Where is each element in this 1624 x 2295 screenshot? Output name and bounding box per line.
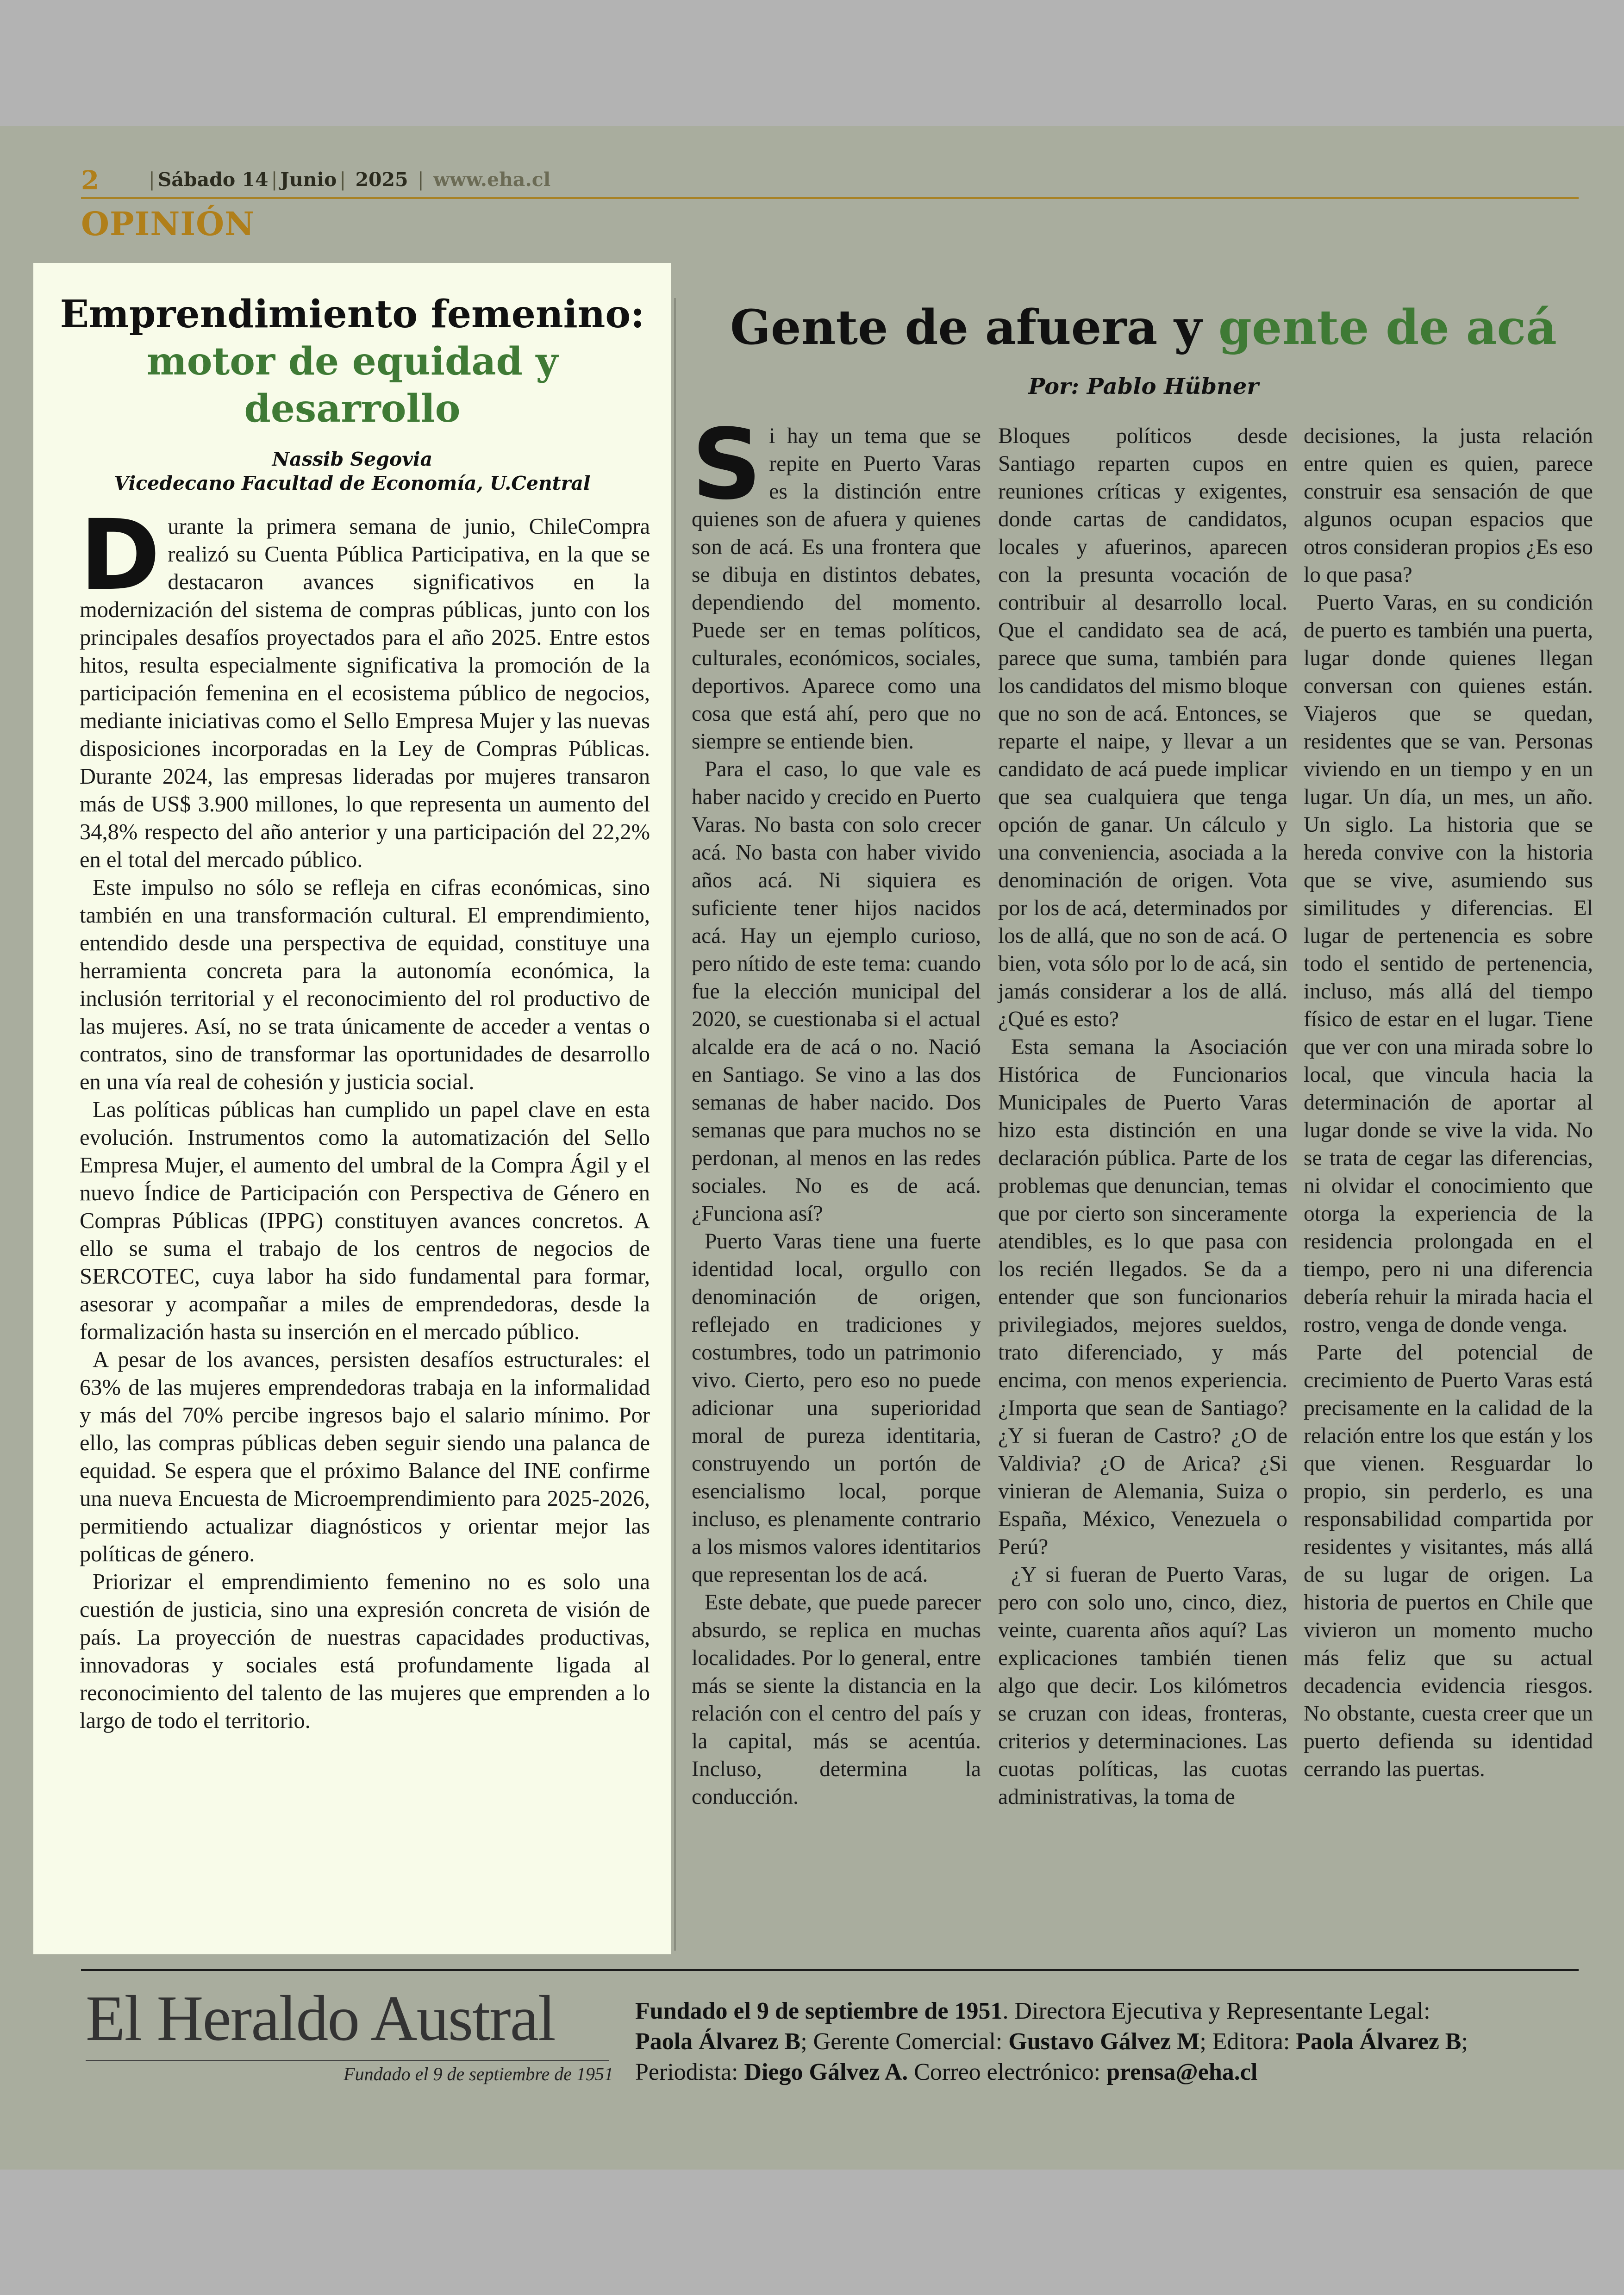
paragraph: Este debate, que puede parecer absurdo, se replica en muchas localidades. Por lo general, entre más se siente la distancia en la relación con el centro del país y la capital, más se acentúa. Incluso, determina la conducción. — [692, 1590, 981, 1809]
logo-text: El Heraldo Austral — [86, 1983, 555, 2054]
right-title-plain: Gente de afuera y — [730, 299, 1218, 355]
left-title-highlight: motor de equidad y desarrollo — [146, 339, 558, 431]
left-article — [33, 263, 671, 1954]
author-role: Vicedecano Facultad de Economía, U.Central — [114, 472, 591, 494]
dateline: | Sábado 14 | Junio | 2025 | www.eha.cl — [149, 168, 551, 191]
newspaper-page — [0, 126, 1624, 2170]
paragraph: Durante la primera semana de junio, ChileCompra realizó su Cuenta Pública Participativa, en la que se destacaron avances significativos en la modernización del sistema de compras públicas, junto con los principales desafíos proyectados para el año 2025. Entre estos hitos, resulta especialmente significativa la promoción de la participación femenina en el ecosistema público de negocios, mediante iniciativas como el Sello Empresa Mujer y las nuevas disposiciones incorporadas en la Ley de Compras Públicas. Durante 2024, las empresas lideradas por mujeres transaron más de US$ 3.900 millones, lo que representa un aumento del 34,8% respecto del año anterior y una participación del 22,2% en el total del mercado público. — [80, 499, 650, 872]
site-url[interactable]: www.eha.cl — [433, 168, 551, 191]
paragraph: Esta semana la Asociación Histórica de Funcionarios Municipales de Puerto Varas hizo esta distinción en una declaración pública. Parte de los problemas que denuncian, temas que por cierto son sinceramente atendibles, es lo que pasa con los recién llegados. Se da a entender que son funcionarios privilegiados, mejores sueldos, trato diferenciado, y más encima, con menos experiencia. ¿Importa que sean de Santiago? ¿Y si fueran de Castro? ¿O de Valdivia? ¿O de Arica? ¿Si vinieran de Alemania, Suiza o España, México, Venezuela o Perú? — [998, 1035, 1287, 1559]
drop-cap: S — [692, 408, 762, 521]
right-article-column-2 — [998, 422, 1287, 1811]
logo-subtitle: Fundado el 9 de septiembre de 1951 — [344, 2064, 613, 2084]
founded-date: Fundado el 9 de septiembre de 1951 — [635, 1998, 1003, 2024]
paragraph: Este impulso no sólo se refleja en cifras económicas, sino también en una transformación cultural. El emprendimiento, entendido desde una perspectiva de equidad, constituye una herramienta concreta para la autonomía económica, la inclusión territorial y el reconocimiento del rol productivo de las mujeres. Así, no se trata únicamente de acceder a ventas o contratos, sino de transformar las oportunidades de desarrollo en una vía real de cohesión y justicia social. — [80, 875, 650, 1094]
left-article-body — [80, 499, 650, 1735]
section-title: OPINIÓN — [81, 205, 255, 243]
date-year: 2025 — [355, 168, 408, 191]
editor-name: Paola Álvarez B — [1296, 2028, 1462, 2055]
left-article-author — [33, 447, 671, 495]
paragraph: Puerto Varas, en su condición de puerto es también una puerta, lugar donde quienes llegan conversan con quienes están. Viajeros que se quedan, residentes que se van. Personas viviendo en un tiempo y en un lugar. Un día, un mes, un año. Un siglo. La historia que se hereda convive con la historia que se vive, asumiendo sus similitudes y diferencias. El lugar de pertenencia es sobre todo el sentido de pertenencia, incluso, más allá del tiempo físico de estar en el lugar. Tiene que ver con una mirada sobre lo local, que vincula hacia la determinación de aportar al lugar donde se vive la vida. No se trata de cegar las diferencias, ni olvidar el conocimiento que otorga la experiencia de la residencia prolongada en el tiempo, pero ni una diferencia debería rehuir la mirada hacia el rostro, venga de donde venga. — [1304, 591, 1593, 1337]
drop-cap: D — [80, 499, 161, 612]
right-article-title — [681, 299, 1606, 355]
footer-rule — [81, 1969, 1579, 1971]
colophon: Fundado el 9 de septiembre de 1951. Directora Ejecutiva y Representante Legal: Paola Álvarez B; Gerente Comercial: Gustavo Gálvez M; Editora: Paola Álvarez B; Periodista: Diego Gálvez A. Correo electrónico: prensa@eha.cl — [635, 1998, 1468, 2085]
paragraph: A pesar de los avances, persisten desafíos estructurales: el 63% de las mujeres emprendedoras trabaja en la informalidad y más del 70% percibe ingresos bajo el salario mínimo. Por ello, las compras públicas deben seguir siendo una palanca de equidad. Se espera que el próximo Balance del INE confirme una nueva Encuesta de Microemprendimiento para 2025-2026, permitiendo actualizar diagnósticos y orientar mejor las políticas de género. — [80, 1347, 650, 1566]
column-divider — [674, 298, 676, 1951]
right-title-highlight: gente de acá — [1218, 299, 1557, 355]
page-number: 2 — [81, 165, 99, 196]
header-rule — [81, 197, 1579, 199]
paragraph: Las políticas públicas han cumplido un papel clave en esta evolución. Instrumentos como la automatización del Sello Empresa Mujer, el aumento del umbral de la Compra Ágil y el nuevo Índice de Participación con Perspectiva de Género en Compras Públicas (IPPG) constituyen avances concretos. A ello se suma el trabajo de los centros de negocios de SERCOTEC, cuya labor ha sido fundamental para formar, asesorar y acompañar a miles de emprendedoras, desde la formalización hasta su inserción en el mercado público. — [80, 1098, 650, 1344]
date-day: Sábado 14 — [157, 168, 269, 191]
paragraph: ¿Y si fueran de Puerto Varas, pero con solo uno, cinco, diez, veinte, cuarenta años aquí? Las explicaciones también tienen algo que decir. Los kilómetros se cruzan con ideas, fronteras, criterios y determinaciones. Las cuotas políticas, las cuotas administrativas, la toma de — [998, 1563, 1287, 1809]
paragraph: Puerto Varas tiene una fuerte identidad local, orgullo con denominación de origen, reflejado en tradiciones y costumbres, todo un patrimonio vivo. Cierto, pero eso no puede adicionar una superioridad moral de pureza identitaria, construyendo un portón de esencialismo local, porque incluso, es plenamente contrario a los mismos valores identitarios que representan los de acá. — [692, 1229, 981, 1587]
left-article-title — [33, 291, 671, 432]
newspaper-logo — [86, 1977, 613, 2084]
paragraph: Parte del potencial de crecimiento de Puerto Varas está precisamente en la calidad de la relación entre los que están y los que vienen. Resguardar lo propio, sin perderlo, es una responsabilidad compartida por residentes y visitantes, más allá de su lugar de origen. La historia de puertos en Chile que vivieron un momento mucho más feliz que su actual decadencia evidencia riesgos. No obstante, cuesta creer que un puerto defienda su identidad cerrando las puertas. — [1304, 1341, 1593, 1781]
paragraph: Si hay un tema que se repite en Puerto Varas es la distinción entre quienes son de afuera y quienes son de acá. Es una frontera que se dibuja en distintos debates, dependiendo del momento. Puede ser en temas políticos, culturales, económicos, sociales, deportivos. Aparece como una cosa que está ahí, pero que no siempre se entiende bien. — [692, 408, 981, 754]
paragraph: Priorizar el emprendimiento femenino no es solo una cuestión de justicia, sino una expresión concreta de visión de país. La proyección de nuestras capacidades productivas, innovadoras y sociales está profundamente ligada al reconocimiento del talento de las mujeres que emprenden a lo largo de todo el territorio. — [80, 1570, 650, 1733]
right-article-column-1 — [692, 408, 981, 1811]
paragraph: Bloques políticos desde Santiago reparten cupos en reuniones críticas y exigentes, donde cartas de candidatos, locales y afuerinos, aparecen con la presunta vocación de contribuir al desarrollo local. Que el candidato sea de acá, parece que suma, también para los candidatos del mismo bloque que no son de acá. Entonces, se reparte el naipe, y llevar a un candidato de acá puede implicar que sea cualquiera que tenga opción de ganar. Un cálculo y una conveniencia, asociada a la denominación de origen. Vota por los de acá, determinados por los de allá, que no son de acá. O bien, vota sólo por lo de acá, sin jamás considerar a los de allá. ¿Qué es esto? — [998, 424, 1287, 1031]
contact-email[interactable]: prensa@eha.cl — [1106, 2059, 1258, 2085]
commercial-name: Gustavo Gálvez M — [1008, 2028, 1200, 2055]
right-article-column-3 — [1304, 422, 1593, 1783]
left-title-plain: Emprendimiento femenino: — [60, 292, 645, 337]
right-article-byline: Por: Pablo Hübner — [1028, 374, 1259, 399]
logo-underline — [86, 2060, 609, 2061]
journalist-name: Diego Gálvez A. — [744, 2059, 908, 2085]
date-month: Junio — [280, 168, 337, 191]
paragraph: decisiones, la justa relación entre quien es quien, parece construir esa sensación de que algunos ocupan espacios que otros consideran propios ¿Es eso lo que pasa? — [1304, 424, 1593, 587]
author-name: Nassib Segovia — [272, 448, 433, 470]
paragraph: Para el caso, lo que vale es haber nacido y crecido en Puerto Varas. No basta con solo crecer acá. No basta con haber vivido años acá. Ni siquiera es suficiente tener hijos nacidos acá. Hay un ejemplo curioso, pero nítido de este tema: cuando fue la elección municipal del 2020, se cuestionaba si el actual alcalde era de acá o no. Nació en Santiago. Se vino a las dos semanas de haber nacido. Dos semanas que para muchos no se perdonan, al menos en las redes sociales. No es de acá. ¿Funciona así? — [692, 757, 981, 1226]
director-name: Paola Álvarez B — [635, 2028, 801, 2055]
